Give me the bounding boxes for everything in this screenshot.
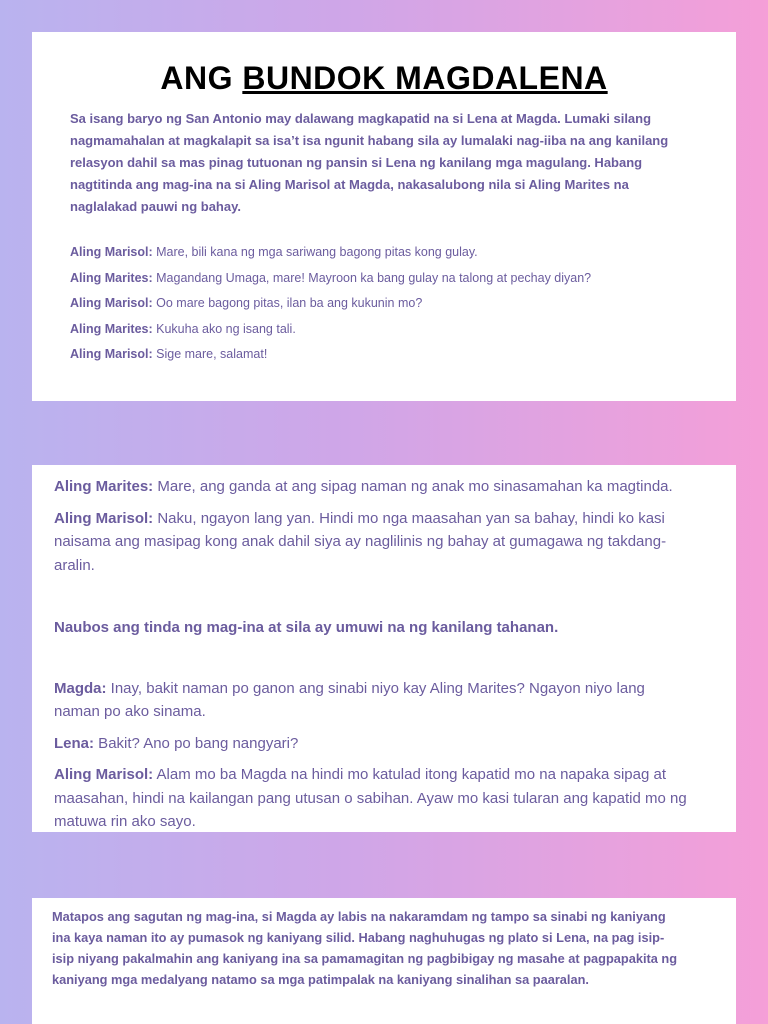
dialogue-line (70, 342, 698, 368)
dialogue-text: maasahan, hindi na kailangan pang utusan o sabihan. Ayaw mo kasi tularan ang kapatid mo ng (54, 789, 687, 807)
dialogue-text: Alam mo ba Magda na hindi mo katulad itong kapatid mo na napaka sipag at (153, 766, 666, 783)
page-3 (32, 898, 736, 1024)
dialogue-text: Bakit? Ano po bang nangyari? (94, 734, 299, 752)
dialogue-text: Kukuha ako ng isang tali. (152, 321, 296, 336)
dialogue-text: naman po ako sinama. (54, 703, 206, 720)
dialogue-text: naisama ang masipag kong anak dahil siya ay naglilinis ng bahay at gumagawa ng takdang- (54, 533, 667, 550)
dialogue-line (54, 475, 714, 499)
speaker: Lena: (54, 734, 95, 752)
title-prefix: ANG (160, 60, 243, 96)
speaker: Aling Marisol: (70, 347, 153, 361)
dialogue-line (54, 763, 714, 834)
dialogue-line (70, 317, 698, 343)
narration: Naubos ang tinda ng mag-ina at sila ay umuwi na ng kanilang tahanan. (54, 619, 559, 636)
speaker: Aling Marites: (70, 321, 153, 336)
story-title (70, 56, 698, 100)
closing-line-3: isip niyang pakalmahin ang kaniyang ina sa pamamagitan ng pagbibigay ng masahe at pagpapakita ng (52, 951, 678, 966)
speaker: Aling Marites: (70, 270, 153, 285)
intro-line-5: naglalakad pauwi ng bahay. (70, 199, 241, 214)
closing-line-1: Matapos ang sagutan ng mag-ina, si Magda ay labis na nakaramdam ng tampo sa sinabi ng kaniyang (52, 909, 666, 924)
closing-line-4: kaniyang mga medalyang natamo sa mga patimpalak na kaniyang sinalihan sa paaralan. (52, 972, 589, 987)
page-1 (32, 32, 736, 401)
dialogue-text: aralin. (54, 556, 95, 574)
speaker: Aling Marites: (54, 478, 154, 495)
intro-line-3: relasyon dahil sa mas pinag tutuonan ng pansin si Lena ng kanilang mga magulang. Habang (70, 155, 643, 170)
speaker: Aling Marisol: (70, 296, 153, 310)
dialogue-text: Sige mare, salamat! (152, 347, 268, 361)
dialogue-line (70, 266, 698, 292)
dialogue-line (70, 291, 698, 317)
dialogue-line (70, 240, 698, 266)
intro-line-4: nagtitinda ang mag-ina na si Aling Marisol at Magda, nakasalubong nila si Aling Marites na (70, 177, 629, 192)
closing-paragraph (52, 906, 716, 990)
dialogue-text: Mare, ang ganda at ang sipag naman ng anak mo sinasamahan ka magtinda. (153, 478, 673, 495)
dialogue-text: Mare, bili kana ng mga sariwang bagong pitas kong gulay. (152, 245, 478, 259)
closing-line-2: ina kaya naman ito ay pumasok ng kaniyang silid. Habang naghuhugas ng plato si Lena, na pag isip- (52, 930, 665, 945)
page-2 (32, 465, 736, 832)
dialogue-line (54, 677, 714, 724)
dialogue-text: Naku, ngayon lang yan. Hindi mo nga maasahan yan sa bahay, hindi ko kasi (153, 509, 665, 527)
title-underlined: BUNDOK MAGDALENA (242, 60, 608, 96)
dialogue-text: Oo mare bagong pitas, ilan ba ang kukunin mo? (152, 296, 423, 310)
dialogue-line (54, 507, 714, 578)
intro-line-1: Sa isang baryo ng San Antonio may dalawang magkapatid na si Lena at Magda. Lumaki silang (70, 111, 652, 126)
dialogue-text: matuwa rin ako sayo. (54, 813, 196, 830)
dialogue-text: Inay, bakit naman po ganon ang sinabi niyo kay Aling Marites? Ngayon niyo lang (106, 679, 645, 697)
speaker: Magda: (54, 679, 107, 697)
intro-line-2: nagmamahalan at magkalapit sa isa’t isa ngunit habang sila ay lumalaki nag-iiba na ang kanilang (70, 133, 669, 148)
dialogue-block (70, 240, 698, 368)
dialogue-text: Magandang Umaga, mare! Mayroon ka bang gulay na talong at pechay diyan? (152, 270, 592, 285)
dialogue-line (54, 732, 714, 756)
intro-paragraph (70, 108, 698, 218)
speaker: Aling Marisol: (70, 245, 153, 259)
speaker: Aling Marisol: (54, 509, 154, 527)
speaker: Aling Marisol: (54, 766, 154, 783)
